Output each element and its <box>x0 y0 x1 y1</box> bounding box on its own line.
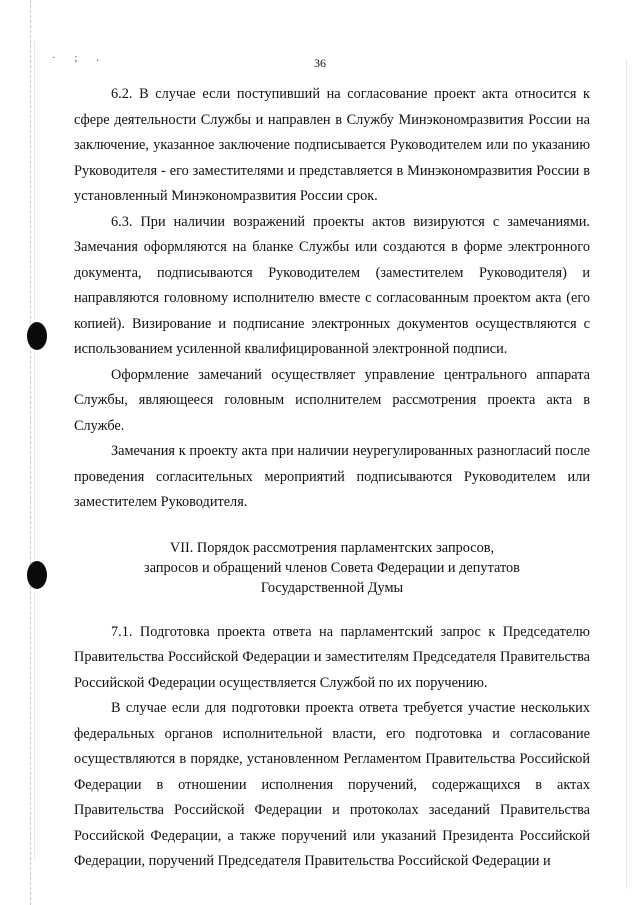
heading-line-3: Государственной Думы <box>260 579 404 596</box>
scan-edge-left <box>30 0 31 905</box>
heading-line-1: VII. Порядок рассмотрения парламентских запросов, <box>169 539 495 556</box>
paragraph-7-1: 7.1. Подготовка проекта ответа на парламентский запрос к Председателю Правительства Российской Федерации и заместителям Председателя Правительства Российской Федерации осуществляется Службой по их поручению. <box>74 623 590 691</box>
paragraph-remarks-formatting: Оформление замечаний осуществляет управление центрального аппарата Службы, являющееся головным исполнителем рассмотрения проекта акта в Службе. <box>74 366 590 434</box>
heading-line-2: запросов и обращений членов Совета Федерации и депутатов <box>144 559 520 576</box>
page-number: 36 <box>314 56 326 70</box>
binder-hole-top <box>27 322 47 350</box>
paragraph-multiple-agencies: В случае если для подготовки проекта ответа требуется участие нескольких федеральных органов исполнительной власти, его подготовка и согласование осуществляются в порядке, установленном Регламентом Правительства Российской Федерации в отношении исполнения поручений, содержащихся в актах Правительства Российской Федерации и протоколах заседаний Правительства Российской Федерации, а также поручений или указаний Президента Российской Федерации, поручений Председателя Правительства Российской Федерации и <box>74 700 590 869</box>
document-body <box>74 82 590 875</box>
binder-hole-bottom <box>27 561 47 589</box>
paragraph-6-3: 6.3. При наличии возражений проекты актов визируются с замечаниями. Замечания оформляются на бланке Службы или создаются в форме электронного документа, подписываются Руководителем (заместителем Руководителя) и направляются головному исполнителю вместе с согласованным проектом акта (его копией). Визирование и подписание электронных документов осуществляются с использованием усиленной квалифицированной электронной подписи. <box>74 213 590 357</box>
scan-edge-left-inner <box>34 40 35 860</box>
scan-specks: · ; . <box>52 52 107 64</box>
scan-edge-right <box>626 60 627 890</box>
paragraph-remarks-signing: Замечания к проекту акта при наличии неурегулированных разногласий после проведения согласительных мероприятий подписываются Руководителем или заместителем Руководителя. <box>74 443 590 510</box>
paragraph-6-2: 6.2. В случае если поступивший на согласование проект акта относится к сфере деятельности Службы и направлен в Службу Минэкономразвития России на заключение, указанное заключение подписывается Руководителем или по указанию Руководителя - его заместителями и представляется в Минэкономразвития России в установленный Минэкономразвития России срок. <box>74 86 590 204</box>
section-heading-vii <box>74 538 590 598</box>
